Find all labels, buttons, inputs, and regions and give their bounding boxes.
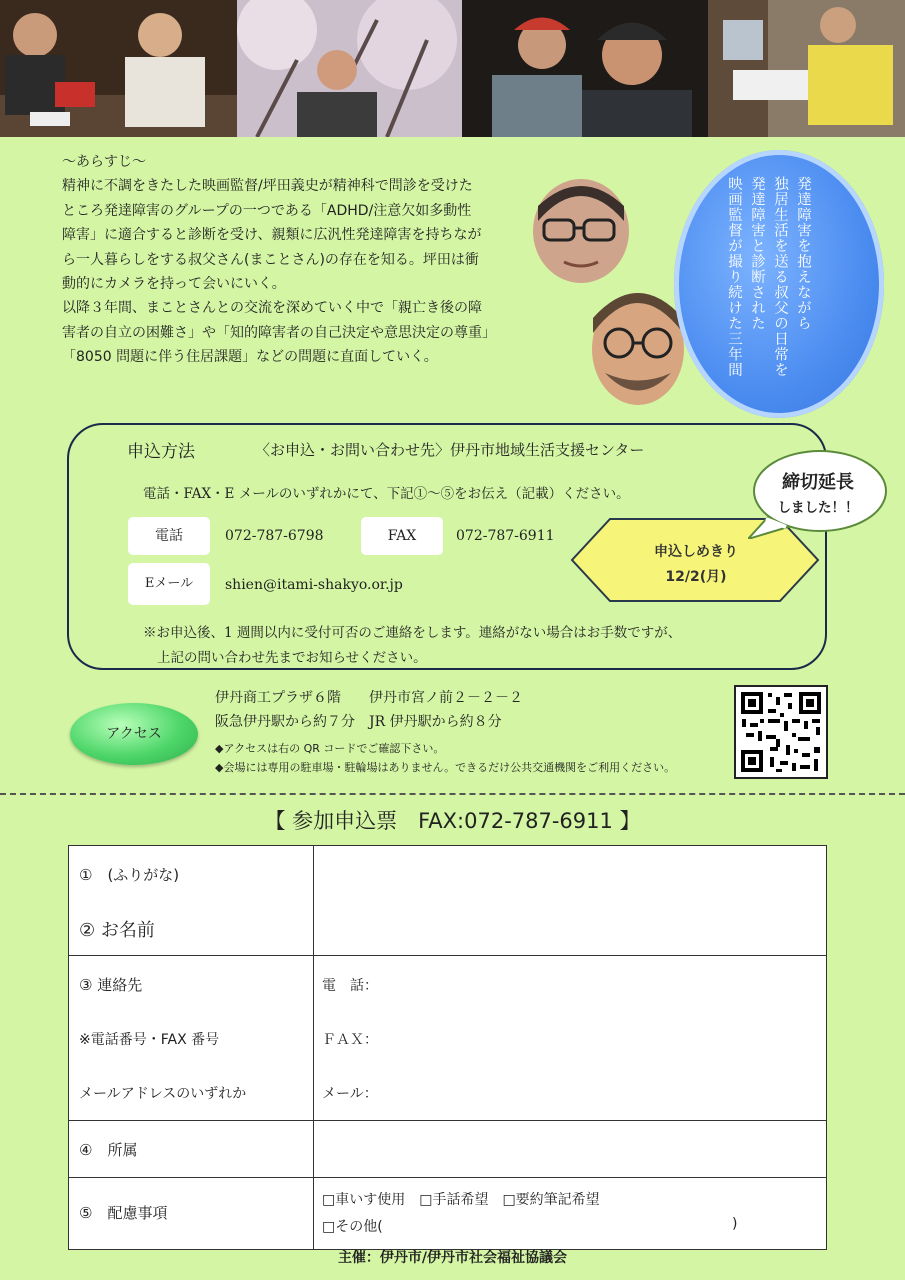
synopsis-line: 「8050 問題に伴う住居課題」などの問題に直面していく。 — [62, 349, 438, 366]
extension-main: 締切延長 — [782, 472, 854, 493]
other-close-paren: ) — [732, 1216, 738, 1232]
apply-note-line: ※お申込後、1 週間以内に受付可否のご連絡をします。連絡がない場合はお手数ですが、 — [143, 625, 682, 641]
synopsis-line: ら一人暮らしをする叔父さん(まことさん)の存在を知る。坪田は衝 — [62, 251, 479, 268]
tagline-line: 映画監督が撮り続けた三年間 — [726, 176, 742, 378]
phone-number[interactable]: 072-787-6798 — [225, 528, 324, 544]
synopsis-line: 害者の自立の困難さ」や「知的障害者の自己決定や意思決定の尊重」 — [62, 324, 496, 341]
name-label: ② お名前 — [79, 920, 155, 941]
furigana-label: ① (ふりがな) — [79, 866, 180, 884]
mail-field-label[interactable]: メール： — [322, 1086, 378, 1102]
access-note-parking: ◆会場には専用の駐車場・駐輪場はありません。できるだけ公共交通機関をご利用ください。 — [215, 761, 676, 774]
fax-number[interactable]: 072-787-6911 — [456, 528, 555, 544]
synopsis — [62, 150, 532, 370]
photo-4 — [708, 0, 905, 137]
access-note-qr: ◆アクセスは右の QR コードでご確認下さい。 — [215, 742, 445, 755]
apply-note — [143, 621, 681, 671]
consideration-label-cell — [69, 1178, 314, 1250]
photo-3 — [462, 0, 708, 137]
access-button-label[interactable]: アクセス — [106, 726, 162, 742]
tagline — [722, 176, 814, 406]
contact-note: メールアドレスのいずれか — [79, 1086, 247, 1102]
extension-sub: しました！！ — [777, 500, 859, 516]
fax-label: FAX — [361, 517, 443, 555]
consideration-checkboxes[interactable]: □車いす使用 □手話希望 □要約筆記希望 — [322, 1192, 600, 1208]
affiliation-label: ④ 所属 — [79, 1141, 138, 1159]
name-input[interactable] — [314, 846, 827, 956]
synopsis-line: 障害」に適合すると診断を受け、親類に広汎性発達障害を持ちなが — [62, 227, 482, 244]
photo-2 — [237, 0, 462, 137]
consideration-options[interactable] — [314, 1178, 827, 1250]
tel-field-label[interactable]: 電 話： — [322, 978, 378, 994]
affiliation-label-cell — [69, 1121, 314, 1178]
qr-code[interactable] — [734, 685, 828, 779]
access-notes — [215, 739, 675, 777]
contact-label-cell — [69, 956, 314, 1121]
name-label-cell — [69, 846, 314, 956]
apply-title: 申込方法 — [127, 442, 195, 462]
cut-line — [0, 793, 905, 795]
access-info — [215, 686, 523, 734]
consideration-label: ⑤ 配慮事項 — [79, 1204, 168, 1222]
tagline-line: 発達障害を抱えながら — [795, 176, 811, 331]
tagline-line: 独居生活を送る叔父の日常を — [772, 176, 788, 378]
deadline-label: 申込しめきり — [654, 544, 738, 560]
apply-instructions: 電話・FAX・E メールのいずれかにて、下記①～⑤をお伝え（記載）ください。 — [143, 486, 630, 502]
apply-note-line: 上記の問い合わせ先までお知らせください。 — [157, 650, 427, 666]
synopsis-line: 精神に不調をきたした映画監督/坪田義史が精神科で問診を受けた — [62, 178, 473, 195]
deadline — [636, 540, 756, 590]
other-checkbox[interactable]: □その他( — [322, 1219, 383, 1235]
affiliation-input[interactable] — [314, 1121, 827, 1178]
email-address[interactable]: shien@itami-shakyo.or.jp — [225, 577, 403, 593]
contact-label: ③ 連絡先 — [79, 976, 143, 994]
form-title: 【 参加申込票 FAX:072-787-6911 】 — [264, 809, 641, 833]
access-address: 伊丹商工プラザ６階 伊丹市宮ノ前２－２－２ — [215, 690, 523, 706]
contact-input-cell[interactable] — [314, 956, 827, 1121]
email-label: Eメール — [128, 563, 210, 605]
organizer: 主催：伊丹市/伊丹市社会福祉協議会 — [337, 1250, 568, 1266]
phone-label: 電話 — [128, 517, 210, 555]
contact-note: ※電話番号・FAX 番号 — [79, 1032, 220, 1048]
synopsis-line: 動的にカメラを持って会いにいく。 — [62, 276, 286, 293]
deadline-date: 12/2(月) — [665, 569, 727, 585]
access-directions: 阪急伊丹駅から約７分 JR 伊丹駅から約８分 — [215, 714, 502, 730]
portrait-uncle-illustration — [526, 176, 636, 286]
synopsis-line: 以降３年間、まことさんとの交流を深めていく中で「親亡き後の障 — [62, 300, 482, 317]
application-form — [68, 845, 827, 1250]
photo-1 — [0, 0, 237, 137]
fax-field-label[interactable]: ＦＡＸ： — [322, 1032, 378, 1048]
synopsis-line: ところ発達障害のグループの一つである「ADHD/注意欠如多動性 — [62, 202, 472, 219]
tagline-line: 発達障害と診断された — [749, 176, 765, 331]
apply-contact: 〈お申込・お問い合わせ先〉伊丹市地域生活支援センター — [255, 441, 645, 459]
synopsis-heading: ～あらすじ～ — [62, 154, 146, 170]
